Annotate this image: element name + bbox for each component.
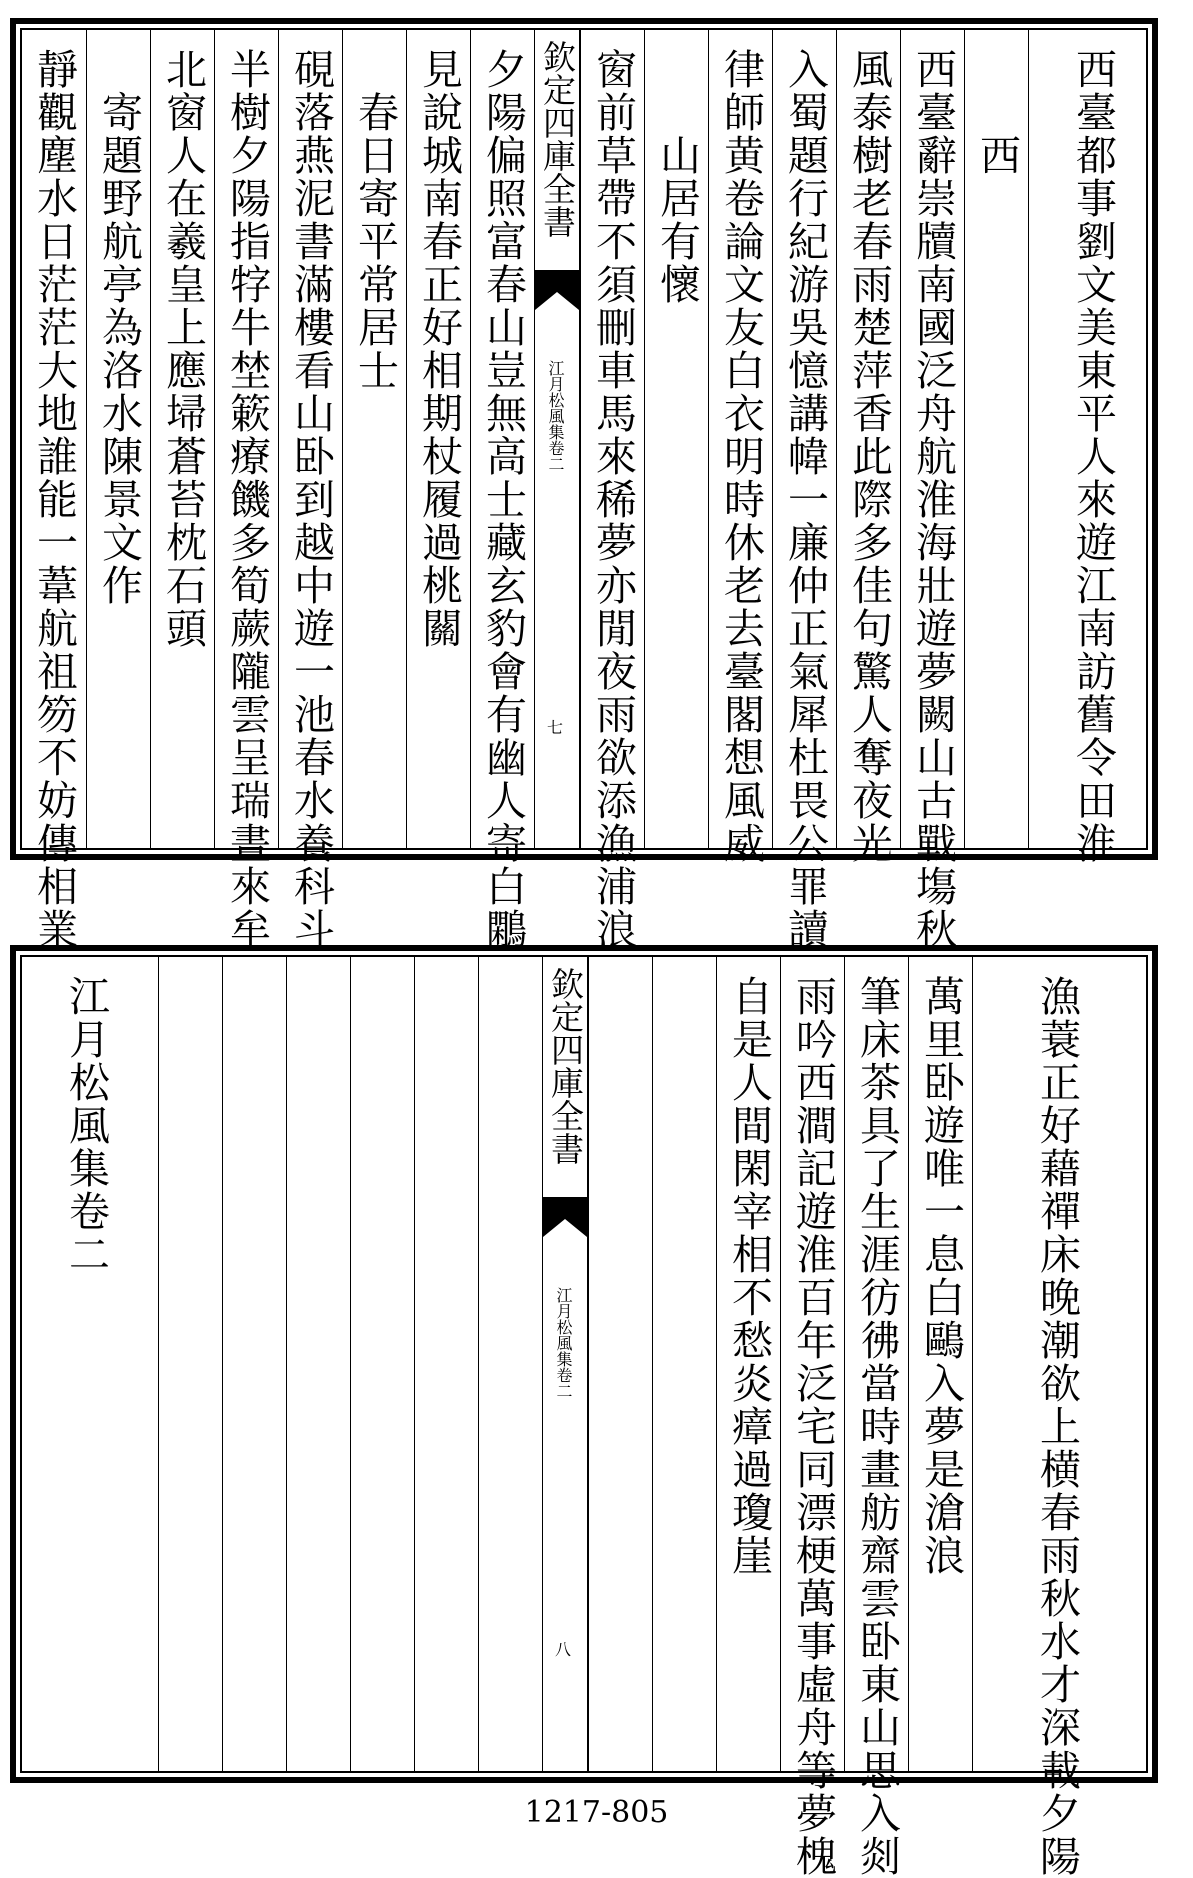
scan-page-number: 1217-805 <box>524 1795 669 1830</box>
fish-tail-mark <box>535 270 579 310</box>
text-column: 靜觀塵水日茫茫大地誰能一葦航祖笏不妨傳相業 <box>30 48 78 951</box>
page-number: 八 <box>555 1640 572 1659</box>
text-column: 山居有懷 <box>644 30 708 848</box>
gutter-book-title: 江月松風集卷二 <box>554 1287 573 1399</box>
gutter-title: 欽定四庫全書 <box>538 40 577 238</box>
text-column <box>286 957 350 1771</box>
text-column <box>652 957 716 1771</box>
text-column <box>478 957 542 1771</box>
text-column <box>158 957 222 1771</box>
text-column <box>222 957 286 1771</box>
text-column: 西臺辭崇牘南國泛舟航淮海壯遊夢闕山古戰塲秋 <box>900 30 964 848</box>
text-column: 北窗人在羲皇上應埽蒼苔枕石頭 <box>150 30 214 848</box>
text-column: 半樹夕陽指牸牛埜簌療饑多筍蕨隴雲呈瑞晝來牟 <box>214 30 278 848</box>
text-column: 自是人間閑宰相不愁炎瘴過瓊崖 <box>716 957 780 1771</box>
text-column: 夕陽偏照富春山豈無高士藏玄豹會有幽人寄白鷴 <box>470 30 534 848</box>
text-column: 西臺都事劉文美東平人來遊江南訪舊令田淮 <box>1028 30 1150 848</box>
text-column <box>588 957 652 1771</box>
gutter-book-title: 江月松風集卷二 <box>546 360 565 472</box>
text-column: 萬里卧遊唯一息白鷗入夢是滄浪 <box>908 957 972 1771</box>
text-column: 見說城南春正好相期杖履過桃關 <box>406 30 470 848</box>
text-column: 漁蓑正好藉禪床晚潮欲上横春雨秋水才深載夕陽 <box>972 957 1150 1771</box>
text-column: 西 <box>964 30 1028 848</box>
text-column <box>22 957 158 1771</box>
fish-tail-mark <box>543 1197 587 1237</box>
text-column: 入蜀題行紀游吳憶講幃一廉仲正氣犀杜畏公罪讀 <box>772 30 836 848</box>
center-gutter <box>534 30 580 848</box>
gutter-title: 欽定四庫全書 <box>546 967 585 1165</box>
center-gutter <box>542 957 588 1771</box>
top-page-frame <box>20 28 1148 951</box>
text-column <box>414 957 478 1771</box>
text-column <box>350 957 414 1771</box>
text-column: 律師黄卷論文友白衣明時休老去臺閣想風威 <box>708 30 772 848</box>
text-column: 窗前草帶不須刪車馬來稀夢亦閒夜雨欲添漁浦浪 <box>580 30 644 848</box>
text-column: 硯落燕泥書滿樓看山卧到越中遊一池春水養科斗 <box>278 30 342 848</box>
top-page <box>10 18 1158 951</box>
text-column: 寄題野航亭為洛水陳景文作 <box>86 30 150 848</box>
text-column: 春日寄平常居士 <box>342 30 406 848</box>
volume-end-title: 江月松風集卷二 <box>62 975 110 1276</box>
page-number: 七 <box>547 718 564 737</box>
text-column: 筆床茶具了生涯彷彿當時畫舫齋雲卧東山思入剡 <box>844 957 908 1771</box>
text-column: 風泰樹老春雨楚萍香此際多佳句驚人奪夜光 <box>836 30 900 848</box>
text-column: 雨吟西澗記遊淮百年泛宅同漂梗萬事虛舟等夢槐 <box>780 957 844 1771</box>
